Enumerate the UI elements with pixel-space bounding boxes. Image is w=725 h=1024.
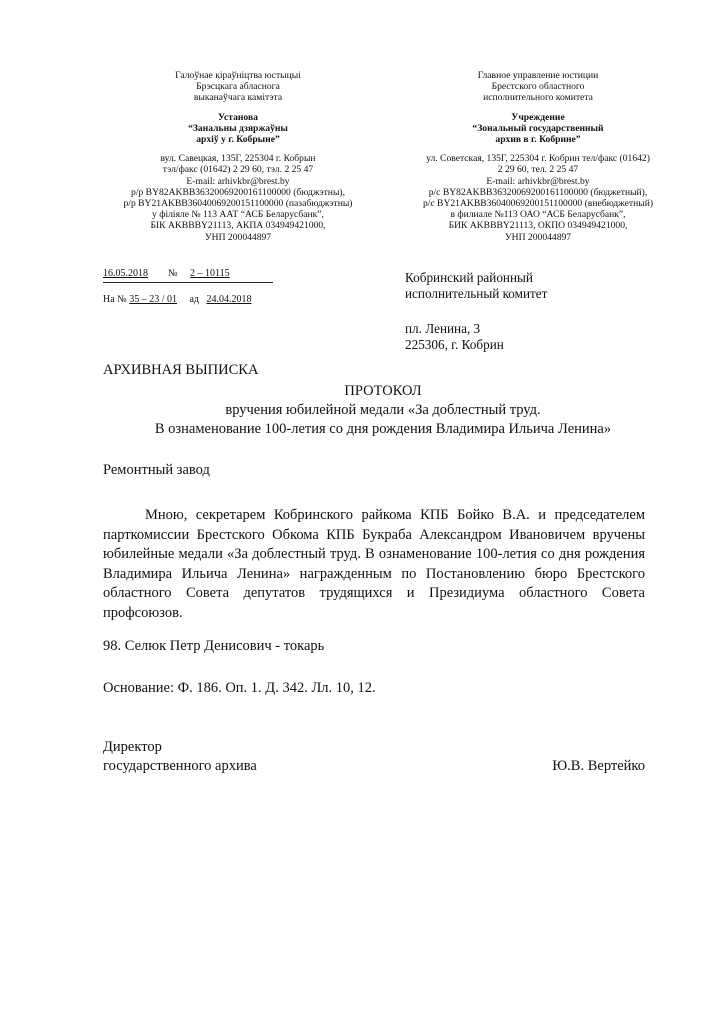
reference-number: 35 – 23 / 01 [129, 294, 177, 305]
letterhead-right-line: Брестского областного [491, 81, 585, 93]
letterhead-left-detail: р/р BY21AKBB36040069200151100000 (пазабюджэтны) [123, 198, 353, 210]
recipient-address: 225306, г. Кобрин [405, 337, 504, 352]
signature-block [103, 738, 645, 776]
reference-line [103, 294, 252, 305]
registration-date-line [103, 268, 230, 279]
letterhead-left-detail: УНП 200044897 [204, 231, 272, 243]
letterhead-left-email: E-mail: arhivkbr@brest.by [186, 175, 290, 187]
protocol-subtitle: В ознаменование 100-летия со дня рождения Владимира Ильича Ленина» [154, 421, 612, 437]
letterhead-left-line: Брэсцкага абласнога [196, 81, 280, 93]
letterhead-left-detail: у філіяле № 113 ААТ “АСБ Беларусбанк”, [152, 209, 324, 221]
signatory-name: Ю.В. Вертейко [552, 758, 645, 774]
letterhead-left [88, 70, 388, 243]
awardee-entry: 98. Селюк Петр Денисович - токарь [103, 638, 325, 654]
reference-date: 24.04.2018 [206, 294, 252, 305]
letterhead-left-detail: р/р BY82AKBB36320069200161100000 (бюджэтны), [131, 186, 345, 198]
letterhead-right-detail: р/с BY21AKBB36040069200151100000 (внебюджетный) [422, 198, 654, 210]
organization-name: Ремонтный завод [103, 462, 210, 478]
protocol-heading: ПРОТОКОЛ [344, 383, 422, 399]
letterhead-right-line: исполнительного комитета [483, 92, 593, 104]
protocol-title [103, 382, 663, 439]
letterhead-right-org: Учреждение [511, 111, 565, 123]
letterhead-right-org: “Зональный государственный [472, 122, 604, 134]
letterhead-left-line: выканаўчага камітэта [193, 92, 283, 104]
letterhead-left-org: “Занальны дзяржаўны [188, 122, 288, 134]
signatory-title: Директор [103, 739, 162, 755]
registration-number: 2 – 10115 [190, 268, 230, 279]
reference-from-label: ад [189, 294, 200, 305]
archive-basis: Основание: Ф. 186. Оп. 1. Д. 342. Лл. 10, 12. [103, 680, 376, 696]
letterhead-right-detail: БИК AKBBBY21113, ОКПО 034949421000, [448, 220, 628, 232]
letterhead-right-line: Главное управление юстиции [477, 70, 599, 81]
recipient-name: Кобринский районный [405, 270, 533, 285]
letterhead-left-detail: вул. Савецкая, 135Г, 225304 г. Кобрын [160, 153, 316, 165]
registration-date: 16.05.2018 [103, 268, 148, 279]
letterhead-right-org: архив в г. Кобрине” [495, 134, 581, 146]
letterhead-left-org: архіў у г. Кобрыне” [196, 134, 280, 146]
signatory-title: государственного архива [103, 758, 257, 774]
reference-label: На № [103, 294, 127, 305]
letterhead-left-org: Установа [218, 111, 258, 123]
protocol-subtitle: вручения юбилейной медали «За доблестный труд. [225, 402, 541, 418]
letterhead-right-detail: р/с BY82AKBB36320069200161100000 (бюджетный), [428, 186, 648, 198]
body-paragraph: Мною, секретарем Кобринского райкома КПБ Бойко В.А. и председателем парткомиссии Брестского Обкома КПБ Букраба Александром Ивановичем вручены юбилейные медали «За доблестный труд. В ознаменование 100-летия со дня рождения Владимира Ильича Ленина» награжденным по Постановлению бюро Брестского областного Совета депутатов трудящихся и Президиума областного Совета профсоюзов. [103, 507, 645, 621]
letterhead-right-email: E-mail: arhivkbr@brest.by [486, 175, 590, 187]
letterhead-left-line: Галоўнае кіраўніцтва юстыцыі [175, 70, 301, 81]
letterhead-left-detail: БІК AKBBBY21113, АКПА 034949421000, [150, 220, 326, 232]
recipient-address: пл. Ленина, 3 [405, 321, 481, 336]
letterhead-right-detail: УНП 200044897 [504, 231, 572, 243]
letterhead-right-detail: в филиале №113 ОАО “АСБ Беларусбанк”, [450, 209, 626, 221]
letterhead-left-detail: тэл/факс (01642) 2 29 60, тэл. 2 25 47 [162, 164, 314, 176]
registration-divider [103, 282, 273, 283]
registration-number-label: № [168, 268, 178, 279]
document-type: АРХИВНАЯ ВЫПИСКА [103, 362, 259, 378]
letterhead-right [388, 70, 688, 243]
recipient-name: исполнительный комитет [405, 286, 548, 301]
letterhead-right-detail: 2 29 60, тел. 2 25 47 [497, 164, 579, 176]
recipient-block [405, 270, 547, 353]
letterhead-right-detail: ул. Советская, 135Г, 225304 г. Кобрин тел/факс (01642) [426, 153, 650, 165]
